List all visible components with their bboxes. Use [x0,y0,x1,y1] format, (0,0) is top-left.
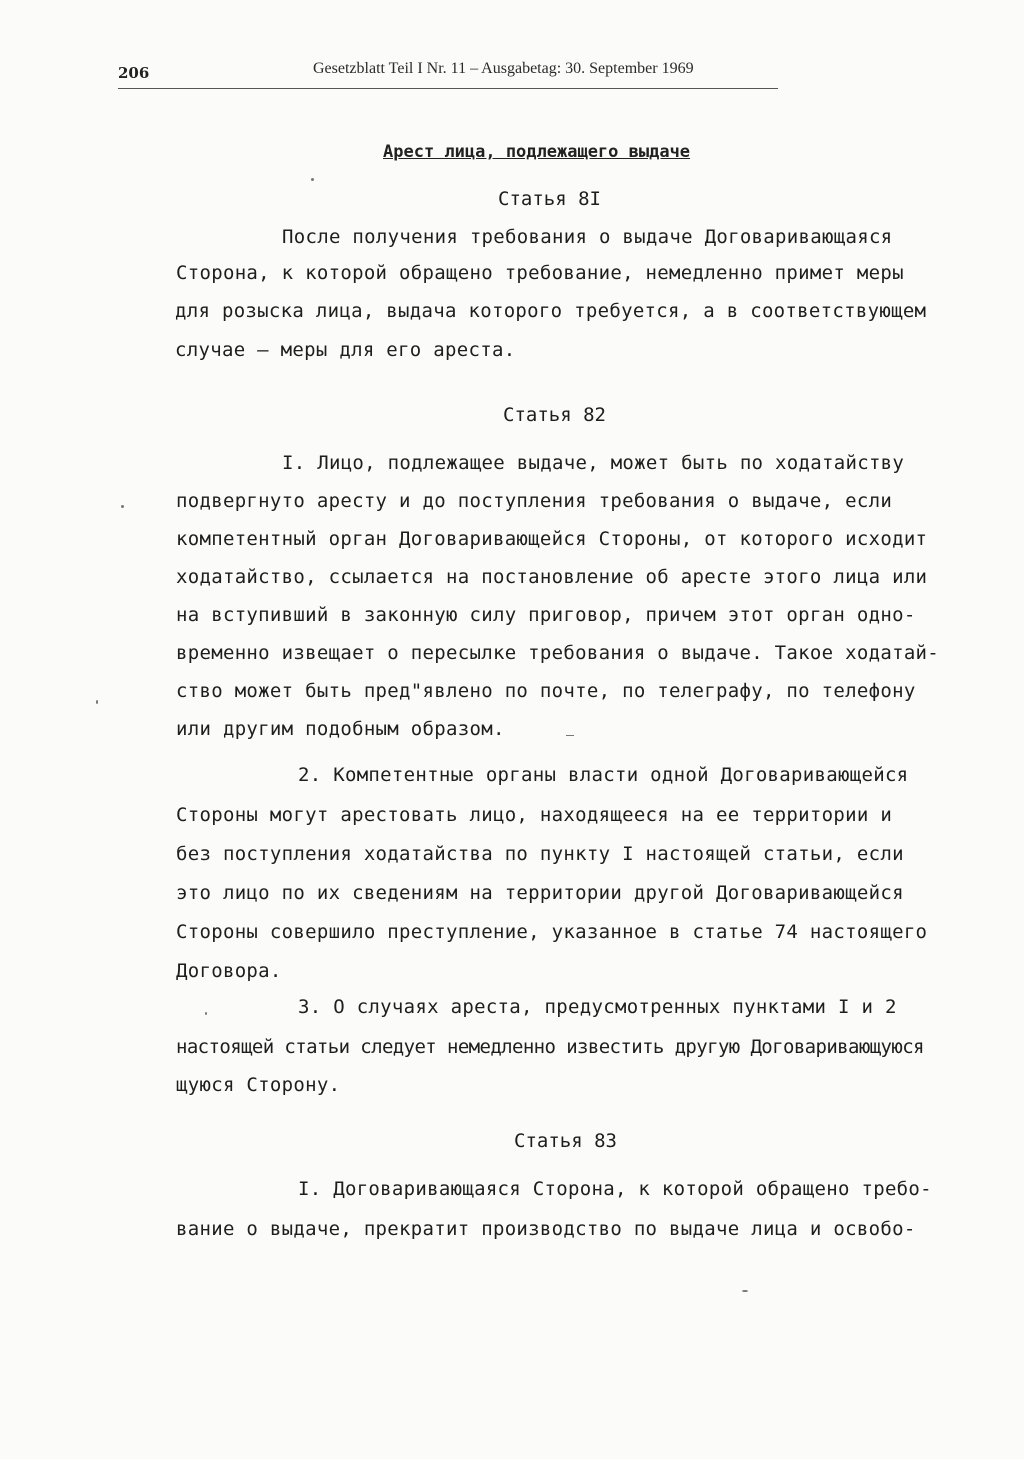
scan-speck [121,505,124,508]
article-81-line: Сторона, к которой обращено требование, немедленно примет меры [176,262,904,284]
article-82-p1-line: подвергнуто аресту и до поступления требования о выдаче, если [176,490,893,512]
section-title: Арест лица, подлежащего выдаче [383,142,691,162]
article-82-p2-line: Договора. [176,960,282,982]
article-83-line: I. Договаривающаяся Сторона, к которой обращено требо- [298,1178,932,1200]
article-82-p2-line: Стороны совершило преступление, указанное в статье 74 настоящего [176,921,928,943]
article-82-heading: Статья 82 [503,404,606,426]
scan-speck [311,178,314,181]
article-82-p1-line: ходатайство, ссылается на постановление об аресте этого лица или [176,566,928,588]
article-81-line: случае – меры для его ареста. [175,339,516,361]
article-82-p3-line: щуюся Сторону. [176,1074,341,1096]
scan-speck [742,1290,748,1292]
article-83-line: вание о выдаче, прекратит производство по выдаче лица и освобо- [176,1218,916,1240]
article-82-p3-line: настоящей статьи следует немедленно известить другую Договаривающуюся [176,1036,924,1058]
article-82-p1-line: компетентный орган Договаривающейся Стороны, от которого исходит [176,528,928,550]
article-81-line: для розыска лица, выдача которого требуется, а в соответствующем [175,300,927,322]
article-82-p2-line: это лицо по их сведениям на территории другой Договаривающейся [176,882,904,904]
article-82-p3-line: 3. О случаях ареста, предусмотренных пунктами I и 2 [298,996,897,1018]
scan-speck [96,700,98,704]
header-rule [118,88,778,89]
running-head: Gesetzblatt Teil I Nr. 11 – Ausgabetag: 30. September 1969 [313,60,694,77]
article-82-p2-line: 2. Компетентные органы власти одной Договаривающейся [298,764,909,786]
page-number: 206 [118,64,150,82]
article-82-p1-line: на вступивший в законную силу приговор, причем этот орган одно- [176,604,916,626]
article-82-p2-line: без поступления ходатайства по пункту I настоящей статьи, если [176,843,904,865]
article-82-p1-line: I. Лицо, подлежащее выдаче, может быть по ходатайству [282,452,905,474]
article-81-line: После получения требования о выдаче Договаривающаяся [282,226,893,248]
scan-speck [566,735,574,736]
article-82-p1-line: ство может быть пред"явлено по почте, по телеграфу, по телефону [176,680,916,702]
article-81-heading: Статья 8I [498,188,601,210]
article-82-p2-line: Стороны могут арестовать лицо, находящееся на ее территории и [176,804,893,826]
page-header [118,58,778,88]
article-83-heading: Статья 83 [514,1130,617,1152]
scan-speck [205,1012,207,1015]
article-82-p1-line: или другим подобным образом. [176,718,505,740]
article-82-p1-line: временно извещает о пересылке требования о выдаче. Такое ходатай- [176,642,940,664]
